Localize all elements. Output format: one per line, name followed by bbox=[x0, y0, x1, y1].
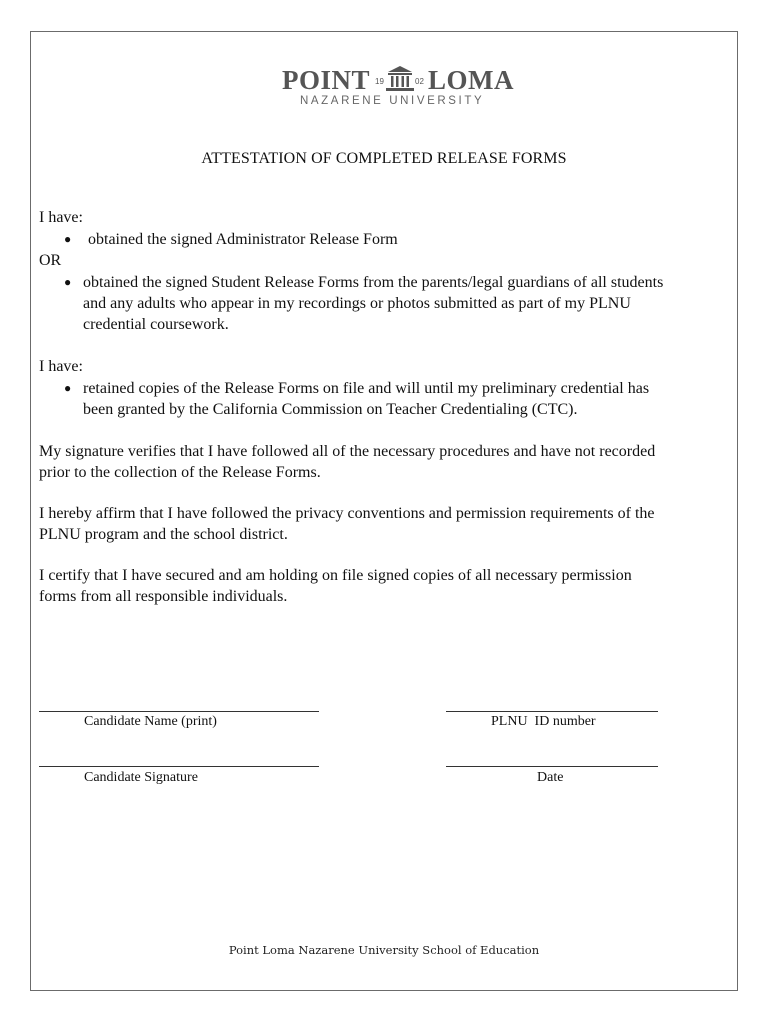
section1-bullet2-line2: and any adults who appear in my recordings or photos submitted as part of my PLNU bbox=[83, 295, 631, 312]
section1-bullet2-line1: obtained the signed Student Release Forms from the parents/legal guardians of all students bbox=[83, 274, 664, 291]
logo-year-right: 02 bbox=[415, 77, 424, 86]
candidate-signature-label: Candidate Signature bbox=[84, 770, 198, 785]
logo-word-loma: LOMA bbox=[428, 65, 514, 95]
paragraph-signature-verifies bbox=[39, 441, 729, 483]
plnu-logo bbox=[282, 63, 512, 141]
paragraph-line: PLNU program and the school district. bbox=[39, 526, 288, 543]
date-line[interactable] bbox=[446, 766, 658, 767]
paragraph-line: My signature verifies that I have followed all of the necessary procedures and have not recorded bbox=[39, 443, 656, 460]
document-title: ATTESTATION OF COMPLETED RELEASE FORMS bbox=[201, 150, 567, 167]
plnu-id-line[interactable] bbox=[446, 711, 658, 712]
bullet-icon: ● bbox=[64, 232, 72, 246]
footer-text: Point Loma Nazarene University School of Education bbox=[228, 943, 540, 957]
paragraph-line: forms from all responsible individuals. bbox=[39, 588, 288, 605]
section1-bullet2-line3: credential coursework. bbox=[83, 316, 229, 333]
logo-word-point: POINT bbox=[282, 65, 371, 95]
date-label: Date bbox=[537, 770, 564, 785]
section1-bullet1-text: obtained the signed Administrator Release Form bbox=[88, 231, 398, 248]
paragraph-line: prior to the collection of the Release Forms. bbox=[39, 464, 321, 481]
candidate-name-line[interactable] bbox=[39, 711, 319, 712]
logo-year-left: 19 bbox=[375, 77, 384, 86]
candidate-name-label: Candidate Name (print) bbox=[84, 714, 217, 729]
building-columns-icon bbox=[372, 63, 428, 93]
plnu-id-label: PLNU ID number bbox=[491, 714, 596, 729]
section2-bullet-line1: retained copies of the Release Forms on file and will until my preliminary credential has bbox=[83, 380, 650, 397]
document-page bbox=[30, 31, 738, 991]
bullet-icon: ● bbox=[64, 381, 72, 395]
paragraph-certify bbox=[39, 565, 729, 607]
paragraph-line: I certify that I have secured and am holding on file signed copies of all necessary permission bbox=[39, 567, 632, 584]
paragraph-line: I hereby affirm that I have followed the privacy conventions and permission requirements of the bbox=[39, 505, 655, 522]
section1-heading: I have: bbox=[39, 209, 83, 226]
paragraph-affirm bbox=[39, 503, 729, 545]
candidate-signature-line[interactable] bbox=[39, 766, 319, 767]
bullet-icon: ● bbox=[64, 275, 72, 289]
section1-or: OR bbox=[39, 252, 62, 269]
section2-heading: I have: bbox=[39, 358, 83, 375]
section2-bullet-line2: been granted by the California Commission on Teacher Credentialing (CTC). bbox=[83, 401, 578, 418]
logo-subtitle: NAZARENE UNIVERSITY bbox=[300, 95, 485, 107]
